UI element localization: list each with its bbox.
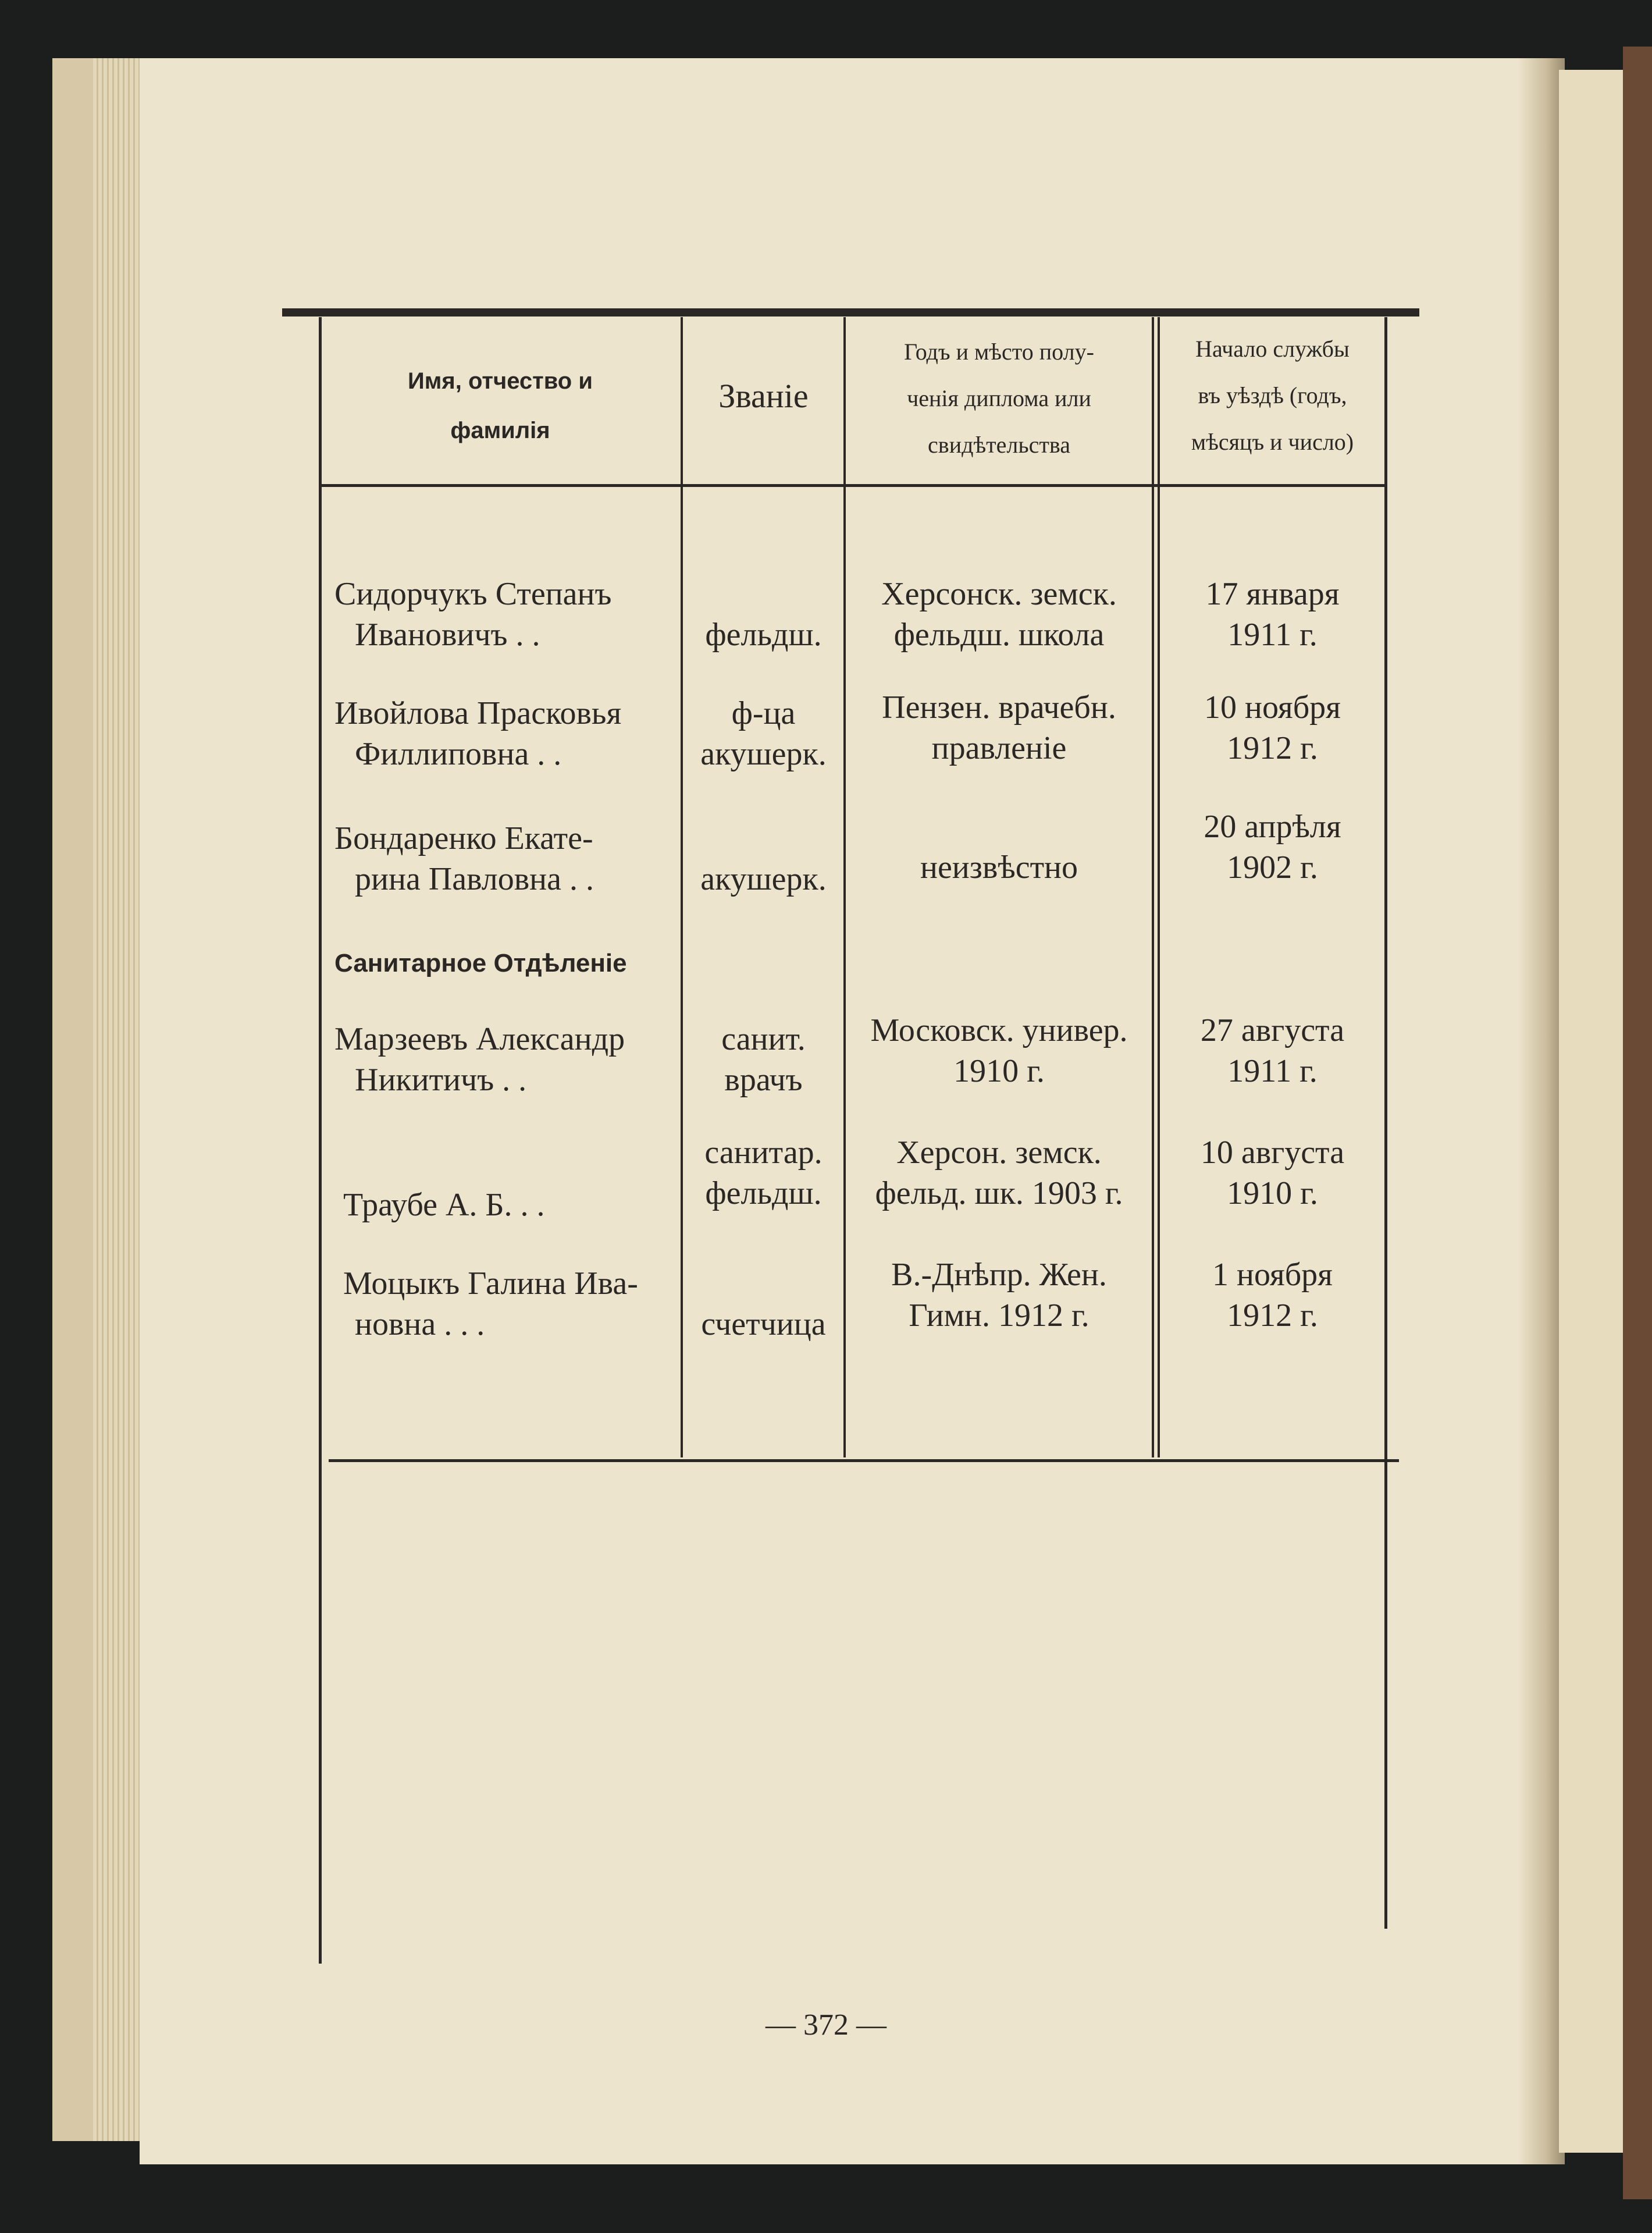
row-start-date: 1912 г. <box>1227 730 1318 766</box>
row-diploma: Пензен. врачебн. <box>882 689 1116 726</box>
row-diploma: В.-Днѣпр. Жен. <box>891 1257 1107 1293</box>
row-start-date: 17 января <box>1205 576 1340 612</box>
header-diploma-line-2: ченія диплома или <box>907 385 1091 411</box>
row-start-date: 1902 г. <box>1227 849 1318 886</box>
column-rule <box>1152 317 1154 1457</box>
row-diploma: фельдш. школа <box>893 617 1105 653</box>
row-name: Ивановичъ . . <box>355 617 540 653</box>
header-start-line-1: Начало службы <box>1195 336 1350 362</box>
row-diploma: правленіе <box>931 730 1067 766</box>
row-start-date: 1 ноября <box>1212 1257 1333 1293</box>
row-rank: врачъ <box>724 1062 803 1098</box>
section-title: Санитарное Отдѣленіе <box>334 949 627 977</box>
row-name: Марзеевъ Александр <box>334 1021 625 1057</box>
header-start-line-3: мѣсяцъ и число) <box>1191 429 1354 455</box>
row-start-date: 1912 г. <box>1227 1297 1318 1334</box>
row-diploma: Херсонск. земск. <box>881 576 1117 612</box>
header-diploma-line-1: Годъ и мѣсто полу- <box>904 339 1094 365</box>
column-rule <box>1158 317 1160 1457</box>
header-start-line-2: въ уѣздѣ (годъ, <box>1198 382 1347 408</box>
book-cover-edge <box>1623 47 1652 2199</box>
row-rank: ф-ца <box>731 695 796 731</box>
column-rule <box>843 317 846 1457</box>
row-start-date: 1911 г. <box>1227 617 1318 653</box>
row-name: Бондаренко Екате- <box>334 820 593 856</box>
row-name: Траубе А. Б. . . <box>343 1187 545 1223</box>
header-name-line-2: фамилія <box>450 418 550 443</box>
row-name: Филлиповна . . <box>355 736 562 772</box>
row-diploma: Херсон. земск. <box>896 1135 1102 1171</box>
row-diploma: Гимн. 1912 г. <box>909 1297 1090 1334</box>
row-start-date: 1911 г. <box>1227 1053 1318 1089</box>
column-rule <box>319 317 322 1964</box>
row-rank: санитар. <box>704 1135 823 1171</box>
header-name-line-1: Имя, отчество и <box>408 368 593 394</box>
table-bottom-rule <box>329 1459 1399 1462</box>
row-diploma: неизвѣстно <box>920 849 1078 886</box>
row-start-date: 1910 г. <box>1227 1175 1318 1211</box>
row-diploma: Московск. универ. <box>870 1012 1128 1048</box>
column-rule <box>1384 317 1387 1929</box>
row-rank: счетчица <box>701 1306 826 1342</box>
row-rank: санит. <box>721 1021 806 1057</box>
row-rank: акушерк. <box>700 736 827 772</box>
row-name: Никитичъ . . <box>355 1062 527 1098</box>
row-diploma: 1910 г. <box>953 1053 1045 1089</box>
header-diploma-line-3: свидѣтельства <box>928 432 1070 458</box>
row-name: новна . . . <box>355 1306 485 1342</box>
row-name: Сидорчукъ Степанъ <box>334 576 612 612</box>
row-rank: фельдш. <box>705 1175 822 1211</box>
row-name: рина Павловна . . <box>355 861 594 897</box>
page-number: — 372 — <box>766 2008 886 2042</box>
row-name: Ивойлова Прасковья <box>334 695 622 731</box>
table-top-rule <box>282 308 1419 317</box>
table-header-rule <box>320 484 1384 487</box>
row-name: Моцыкъ Галина Ива- <box>343 1265 638 1302</box>
row-rank: фельдш. <box>705 617 822 653</box>
row-start-date: 10 ноября <box>1204 689 1341 726</box>
row-start-date: 27 августа <box>1200 1012 1345 1048</box>
column-rule <box>681 317 683 1457</box>
header-rank: Званіе <box>718 377 809 415</box>
row-diploma: фельд. шк. 1903 г. <box>875 1175 1123 1211</box>
row-rank: акушерк. <box>700 861 827 897</box>
book-spine <box>1518 58 1565 2164</box>
row-start-date: 20 апрѣля <box>1204 809 1341 845</box>
row-start-date: 10 августа <box>1200 1135 1345 1171</box>
